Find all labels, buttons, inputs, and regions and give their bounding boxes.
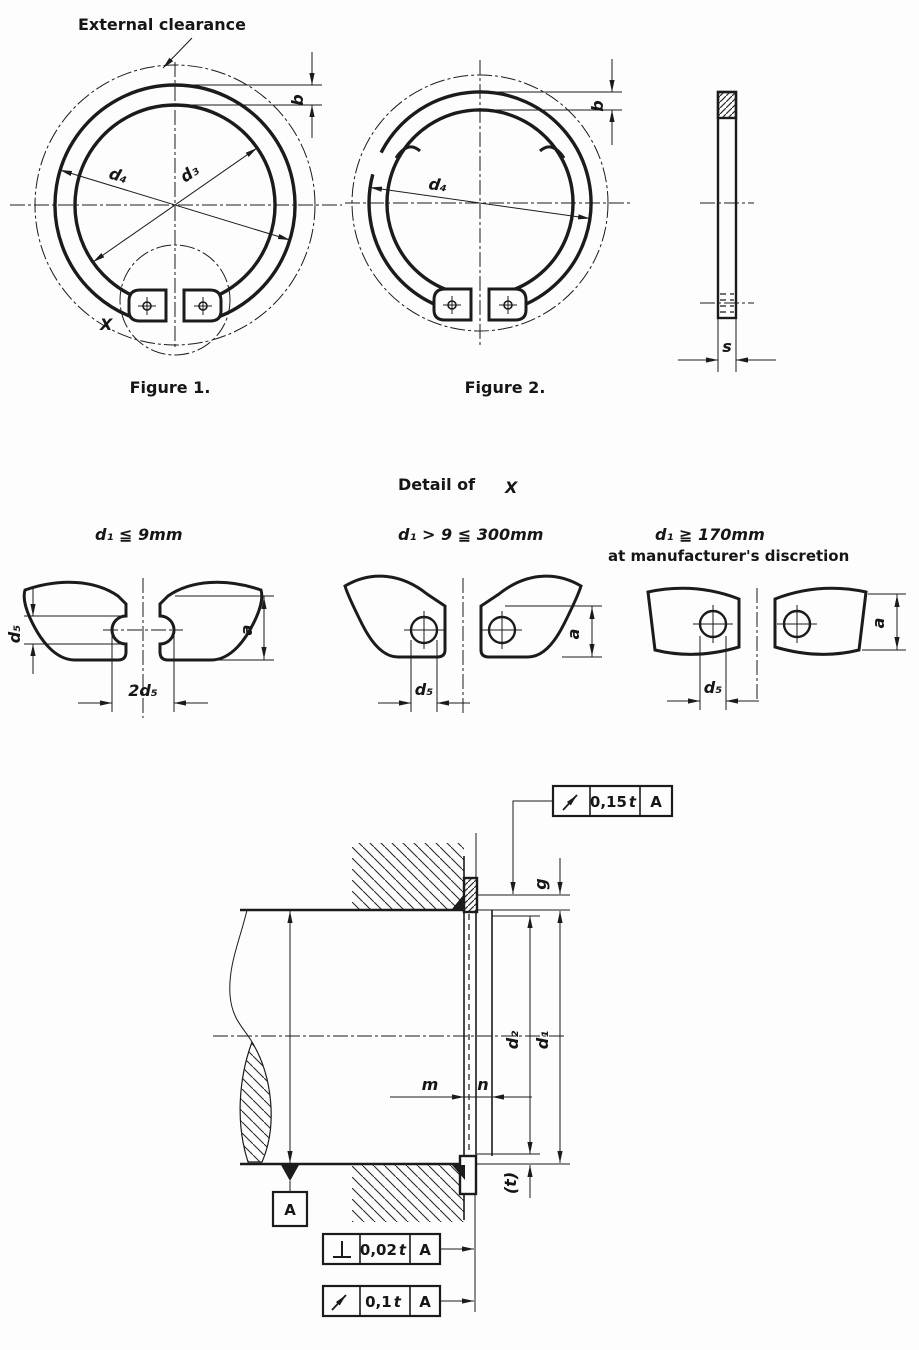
- tolerance-datum: A: [650, 793, 662, 811]
- detail-left-lug-right: [160, 582, 262, 660]
- detail-middle-dim-d5: d₅: [414, 680, 434, 699]
- detail-left-dim-2d5: 2d₅: [128, 681, 158, 700]
- detail-right-dim-d5: d₅: [703, 678, 723, 697]
- tolerance-value: 0,02: [359, 1241, 397, 1259]
- tolerance-value: 0,1: [365, 1293, 392, 1311]
- figure2-front-view: [345, 59, 632, 397]
- break-section-lens: [240, 1042, 271, 1162]
- tolerance-datum: A: [419, 1293, 431, 1311]
- tolerance-t-symbol: t: [628, 793, 637, 811]
- detail-title: Detail of: [398, 475, 476, 494]
- fig2-dim-b: b: [588, 100, 607, 112]
- external-clearance-label: External clearance: [78, 15, 246, 34]
- detail-variant-large: [608, 525, 906, 710]
- dim-s: s: [722, 337, 732, 356]
- detail-left-dim-a: a: [237, 624, 256, 636]
- detail-right-note: at manufacturer's discretion: [608, 547, 850, 565]
- fig1-dim-d4: d₄: [106, 163, 131, 188]
- installation-drawing: [213, 786, 672, 1316]
- dim-d1: d₁: [533, 1030, 552, 1050]
- ring-section-top: [464, 878, 477, 912]
- housing-hatch-top: [352, 843, 464, 909]
- dim-n: n: [477, 1075, 489, 1094]
- svg-text:0,15t: [590, 793, 637, 811]
- detail-right-dim-a: a: [869, 617, 888, 629]
- detail-left-condition: d₁ ≦ 9mm: [95, 525, 183, 544]
- tolerance-t-symbol: t: [393, 1293, 401, 1311]
- detail-middle-condition: d₁ > 9 ≦ 300mm: [398, 525, 544, 544]
- tolerance-t-symbol: t: [398, 1241, 407, 1259]
- detail-left-lug-left: [24, 582, 126, 660]
- dim-m: m: [421, 1075, 439, 1094]
- housing-hatch-bottom: [352, 1165, 464, 1222]
- fig1-dim-b: b: [288, 94, 307, 106]
- detail-middle-lug-right: [481, 576, 581, 657]
- detail-right-lug-right: [775, 588, 866, 654]
- dim-d2: d₂: [503, 1030, 522, 1050]
- fig1-detail-x-marker: X: [100, 315, 113, 334]
- tolerance-datum: A: [419, 1241, 431, 1259]
- figure1-front-view: [10, 15, 342, 397]
- tolerance-frame-runout-top: [513, 786, 672, 894]
- fig2-ring-outer-arc-b: [381, 92, 591, 310]
- detail-variant-medium: [345, 525, 602, 715]
- dim-g: g: [531, 878, 550, 890]
- detail-of-x-section: [5, 475, 906, 718]
- dim-t: (t): [501, 1171, 520, 1195]
- detail-middle-lug-left: [345, 576, 445, 657]
- detail-title-x: X: [505, 478, 518, 497]
- external-clearance-arrow: [163, 38, 192, 68]
- detail-right-condition: d₁ ≧ 170mm: [655, 525, 765, 544]
- svg-text:0,02t: [360, 1241, 407, 1259]
- ring-side-view: [678, 92, 776, 372]
- svg-text:0,1t: [365, 1293, 402, 1311]
- tolerance-frame-perpendicularity: [323, 1234, 474, 1264]
- datum-a-label: A: [284, 1201, 296, 1219]
- detail-middle-dim-a: a: [564, 628, 583, 640]
- detail-variant-small: [5, 525, 274, 718]
- detail-left-dim-d5: d₅: [5, 624, 24, 644]
- figure2-caption: Figure 2.: [464, 378, 546, 397]
- tolerance-frame-runout-bottom: [323, 1286, 474, 1316]
- datum-triangle: [281, 1165, 299, 1181]
- break-line: [230, 910, 252, 1042]
- figure1-caption: Figure 1.: [129, 378, 211, 397]
- tolerance-value: 0,15: [589, 793, 627, 811]
- fig2-dim-d4: d₄: [427, 174, 449, 196]
- fig1-dim-d3: d₃: [176, 160, 203, 187]
- side-view-body: [718, 92, 736, 318]
- side-view-section-hatch: [718, 92, 736, 118]
